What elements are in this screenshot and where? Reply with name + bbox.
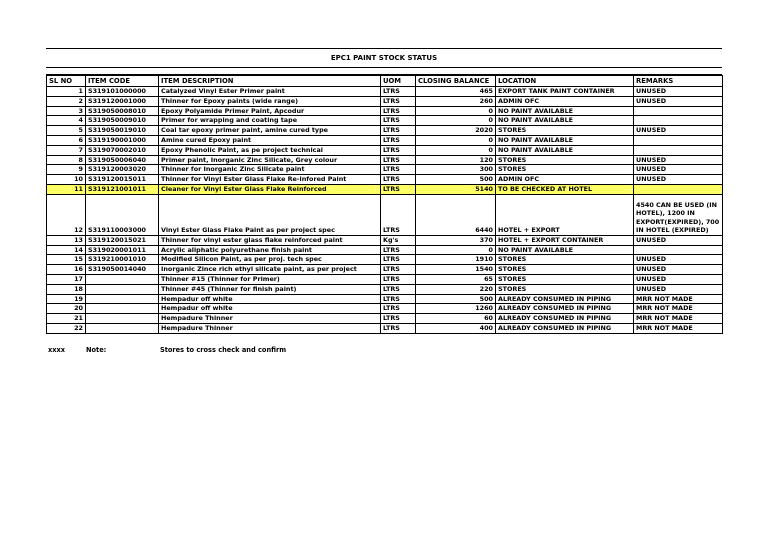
cell-location: ALREADY CONSUMED IN PIPING <box>496 294 634 304</box>
cell-sl-no: 17 <box>47 274 86 284</box>
cell-uom: LTRS <box>381 323 416 333</box>
header-row <box>47 76 723 87</box>
cell-item-code: S319190001000 <box>86 135 159 145</box>
cell-location: STORES <box>496 155 634 165</box>
cell-remarks: 4540 CAN BE USED (IN HOTEL), 1200 IN EXPORT(EXPIRED), 700 IN HOTEL (EXPIRED) <box>634 194 723 235</box>
cell-location: STORES <box>496 126 634 136</box>
table-row <box>47 284 723 294</box>
cell-item-description: Inorganic Zince rich ethyl silicate paint, as per project <box>159 265 381 275</box>
cell-item-code: S319050009010 <box>86 116 159 126</box>
cell-closing-balance: 500 <box>416 294 496 304</box>
cell-uom: LTRS <box>381 87 416 97</box>
cell-uom: LTRS <box>381 175 416 185</box>
cell-item-code <box>86 304 159 314</box>
table-row <box>47 126 723 136</box>
note-label: Note: <box>86 346 107 354</box>
cell-sl-no: 16 <box>47 265 86 275</box>
cell-uom: LTRS <box>381 304 416 314</box>
cell-remarks: UNUSED <box>634 175 723 185</box>
cell-remarks: UNUSED <box>634 255 723 265</box>
cell-closing-balance: 400 <box>416 323 496 333</box>
cell-location: ALREADY CONSUMED IN PIPING <box>496 323 634 333</box>
note-marker: xxxx <box>48 346 66 354</box>
cell-item-code: S319120003020 <box>86 165 159 175</box>
cell-location: ALREADY CONSUMED IN PIPING <box>496 304 634 314</box>
cell-remarks <box>634 245 723 255</box>
cell-location: TO BE CHECKED AT HOTEL <box>496 184 634 194</box>
cell-location: NO PAINT AVAILABLE <box>496 145 634 155</box>
table-row <box>47 304 723 314</box>
cell-item-code: S319120015011 <box>86 175 159 185</box>
cell-item-description: Thinner for vinyl ester glass flake reinforced paint <box>159 235 381 245</box>
cell-uom: LTRS <box>381 255 416 265</box>
table-row <box>47 135 723 145</box>
cell-remarks <box>634 106 723 116</box>
cell-remarks <box>634 184 723 194</box>
cell-location: ADMIN OFC <box>496 96 634 106</box>
table-row <box>47 323 723 333</box>
cell-closing-balance: 60 <box>416 314 496 324</box>
cell-closing-balance: 6440 <box>416 194 496 235</box>
cell-remarks: UNUSED <box>634 284 723 294</box>
table-row <box>47 265 723 275</box>
table-row <box>47 235 723 245</box>
stock-table <box>46 75 723 334</box>
cell-item-description: Thinner for Vinyl Ester Glass Flake Re-infored Paint <box>159 175 381 185</box>
cell-remarks: UNUSED <box>634 96 723 106</box>
cell-sl-no: 8 <box>47 155 86 165</box>
table-row <box>47 184 723 194</box>
table-row <box>47 145 723 155</box>
cell-uom: LTRS <box>381 184 416 194</box>
cell-location: NO PAINT AVAILABLE <box>496 106 634 116</box>
cell-item-description: Primer for wrapping and coating tape <box>159 116 381 126</box>
cell-item-description: Hempadure Thinner <box>159 314 381 324</box>
cell-sl-no: 19 <box>47 294 86 304</box>
table-row <box>47 314 723 324</box>
cell-uom: Kg's <box>381 235 416 245</box>
cell-item-description: Epoxy Phenolic Paint, as pe project technical <box>159 145 381 155</box>
cell-closing-balance: 465 <box>416 87 496 97</box>
cell-remarks: MRR NOT MADE <box>634 323 723 333</box>
cell-location: EXPORT TANK PAINT CONTAINER <box>496 87 634 97</box>
cell-closing-balance: 0 <box>416 135 496 145</box>
cell-item-code: S319210001010 <box>86 255 159 265</box>
cell-item-description: Hempadur off white <box>159 294 381 304</box>
col-remarks: REMARKS <box>634 76 723 87</box>
cell-item-description: Cleaner for Vinyl Ester Glass Flake Reinforced <box>159 184 381 194</box>
cell-sl-no: 7 <box>47 145 86 155</box>
cell-item-description: Acrylic aliphatic polyurethane finish paint <box>159 245 381 255</box>
cell-item-code: S319050006040 <box>86 155 159 165</box>
cell-uom: LTRS <box>381 265 416 275</box>
cell-closing-balance: 0 <box>416 116 496 126</box>
cell-item-code: S319101000000 <box>86 87 159 97</box>
cell-sl-no: 5 <box>47 126 86 136</box>
cell-sl-no: 6 <box>47 135 86 145</box>
cell-item-description: Primer paint, Inorganic Zinc Silicate, Grey colour <box>159 155 381 165</box>
cell-closing-balance: 1260 <box>416 304 496 314</box>
cell-uom: LTRS <box>381 116 416 126</box>
table-row <box>47 245 723 255</box>
cell-location: NO PAINT AVAILABLE <box>496 135 634 145</box>
table-row <box>47 175 723 185</box>
cell-closing-balance: 500 <box>416 175 496 185</box>
note-line <box>48 346 286 354</box>
cell-closing-balance: 65 <box>416 274 496 284</box>
cell-uom: LTRS <box>381 96 416 106</box>
col-location: LOCATION <box>496 76 634 87</box>
cell-location: STORES <box>496 274 634 284</box>
cell-uom: LTRS <box>381 165 416 175</box>
cell-item-description: Coal tar epoxy primer paint, amine cured type <box>159 126 381 136</box>
cell-item-description: Vinyl Ester Glass Flake Paint as per project spec <box>159 194 381 235</box>
cell-closing-balance: 120 <box>416 155 496 165</box>
table-row <box>47 255 723 265</box>
cell-closing-balance: 300 <box>416 165 496 175</box>
cell-closing-balance: 0 <box>416 145 496 155</box>
cell-uom: LTRS <box>381 145 416 155</box>
cell-item-code: S319020001011 <box>86 245 159 255</box>
table-row <box>47 87 723 97</box>
cell-closing-balance: 220 <box>416 284 496 294</box>
cell-location: STORES <box>496 255 634 265</box>
cell-item-code <box>86 284 159 294</box>
cell-uom: LTRS <box>381 135 416 145</box>
cell-sl-no: 20 <box>47 304 86 314</box>
cell-item-code <box>86 314 159 324</box>
cell-remarks: UNUSED <box>634 87 723 97</box>
cell-item-description: Amine cured Epoxy paint <box>159 135 381 145</box>
cell-closing-balance: 1540 <box>416 265 496 275</box>
table-row <box>47 294 723 304</box>
cell-location: HOTEL + EXPORT CONTAINER <box>496 235 634 245</box>
cell-remarks: UNUSED <box>634 265 723 275</box>
table-row <box>47 165 723 175</box>
table-row <box>47 274 723 284</box>
cell-item-description: Modified Silicon Paint, as per proj. tech spec <box>159 255 381 265</box>
cell-remarks <box>634 145 723 155</box>
cell-item-description: Hempadur off white <box>159 304 381 314</box>
cell-uom: LTRS <box>381 155 416 165</box>
cell-uom: LTRS <box>381 274 416 284</box>
cell-remarks: UNUSED <box>634 165 723 175</box>
cell-sl-no: 15 <box>47 255 86 265</box>
table-row <box>47 96 723 106</box>
cell-closing-balance: 0 <box>416 106 496 116</box>
note-text: Stores to cross check and confirm <box>160 346 287 354</box>
cell-remarks: UNUSED <box>634 126 723 136</box>
cell-sl-no: 9 <box>47 165 86 175</box>
cell-closing-balance: 260 <box>416 96 496 106</box>
col-sl-no: SL NO <box>47 76 86 87</box>
cell-sl-no: 11 <box>47 184 86 194</box>
col-closing-balance: CLOSING BALANCE <box>416 76 496 87</box>
cell-item-code: S319050014040 <box>86 265 159 275</box>
cell-location: NO PAINT AVAILABLE <box>496 245 634 255</box>
cell-location: STORES <box>496 284 634 294</box>
cell-remarks <box>634 116 723 126</box>
cell-item-description: Epoxy Polyamide Primer Paint, Apcodur <box>159 106 381 116</box>
cell-item-code <box>86 274 159 284</box>
cell-closing-balance: 2020 <box>416 126 496 136</box>
cell-sl-no: 10 <box>47 175 86 185</box>
cell-location: STORES <box>496 265 634 275</box>
spacer-row <box>46 68 722 75</box>
cell-item-description: Catalyzed Vinyl Ester Primer paint <box>159 87 381 97</box>
cell-sl-no: 13 <box>47 235 86 245</box>
cell-sl-no: 3 <box>47 106 86 116</box>
cell-closing-balance: 5140 <box>416 184 496 194</box>
cell-item-code: S319050019010 <box>86 126 159 136</box>
cell-location: ADMIN OFC <box>496 175 634 185</box>
cell-item-code: S319121001011 <box>86 184 159 194</box>
cell-sl-no: 4 <box>47 116 86 126</box>
table-row <box>47 116 723 126</box>
cell-item-description: Thinner for Epoxy paints (wide range) <box>159 96 381 106</box>
cell-closing-balance: 0 <box>416 245 496 255</box>
cell-remarks: UNUSED <box>634 155 723 165</box>
table-row <box>47 194 723 235</box>
cell-remarks: MRR NOT MADE <box>634 314 723 324</box>
cell-item-description: Thinner #15 (Thinner for Primer) <box>159 274 381 284</box>
cell-remarks <box>634 135 723 145</box>
stock-sheet <box>46 48 722 334</box>
cell-location: NO PAINT AVAILABLE <box>496 116 634 126</box>
cell-uom: LTRS <box>381 294 416 304</box>
cell-uom: LTRS <box>381 126 416 136</box>
cell-item-code <box>86 294 159 304</box>
cell-sl-no: 12 <box>47 194 86 235</box>
cell-item-code: S319120001000 <box>86 96 159 106</box>
cell-remarks: UNUSED <box>634 235 723 245</box>
cell-item-description: Thinner for Inorganic Zinc Silicate paint <box>159 165 381 175</box>
cell-item-description: Thinner #45 (Thinner for finish paint) <box>159 284 381 294</box>
cell-uom: LTRS <box>381 245 416 255</box>
col-item-description: ITEM DESCRIPTION <box>159 76 381 87</box>
cell-sl-no: 2 <box>47 96 86 106</box>
cell-remarks: UNUSED <box>634 274 723 284</box>
cell-location: HOTEL + EXPORT <box>496 194 634 235</box>
cell-sl-no: 14 <box>47 245 86 255</box>
cell-sl-no: 1 <box>47 87 86 97</box>
col-uom: UOM <box>381 76 416 87</box>
sheet-title: EPC1 PAINT STOCK STATUS <box>46 48 722 68</box>
cell-location: ALREADY CONSUMED IN PIPING <box>496 314 634 324</box>
cell-item-code: S319050008010 <box>86 106 159 116</box>
col-item-code: ITEM CODE <box>86 76 159 87</box>
cell-uom: LTRS <box>381 284 416 294</box>
cell-item-code: S319070002010 <box>86 145 159 155</box>
cell-sl-no: 22 <box>47 323 86 333</box>
cell-closing-balance: 1910 <box>416 255 496 265</box>
cell-location: STORES <box>496 165 634 175</box>
cell-uom: LTRS <box>381 194 416 235</box>
cell-item-code <box>86 323 159 333</box>
cell-sl-no: 21 <box>47 314 86 324</box>
cell-remarks: MRR NOT MADE <box>634 304 723 314</box>
cell-remarks: MRR NOT MADE <box>634 294 723 304</box>
cell-item-code: S319110003000 <box>86 194 159 235</box>
table-row <box>47 106 723 116</box>
cell-closing-balance: 370 <box>416 235 496 245</box>
table-row <box>47 155 723 165</box>
cell-sl-no: 18 <box>47 284 86 294</box>
cell-item-description: Hempadure Thinner <box>159 323 381 333</box>
cell-uom: LTRS <box>381 314 416 324</box>
cell-item-code: S319120015021 <box>86 235 159 245</box>
cell-uom: LTRS <box>381 106 416 116</box>
